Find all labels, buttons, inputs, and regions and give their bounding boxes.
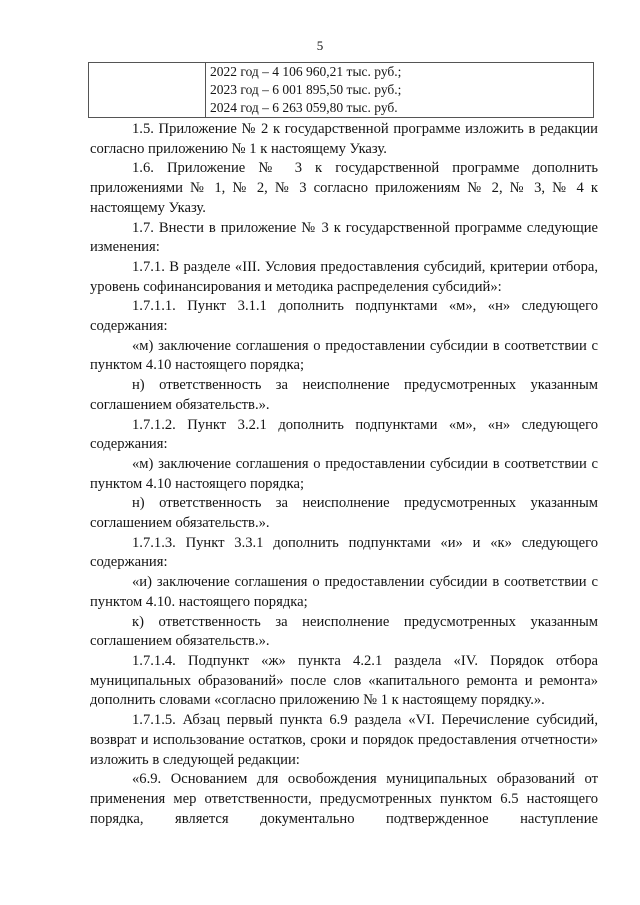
paragraph-6-9: «6.9. Основанием для освобождения муниципальных образований от применения мер ответственности, предусмотренных пунктом 6.5 настоящего порядка, является документально подтвержденное наступление [90, 771, 598, 827]
paragraph-1-7-1-1-m: «м) заключение соглашения о предоставлении субсидии в соответствии с пунктом 4.10 настоящего порядка; [90, 337, 598, 374]
paragraph-1-5: 1.5. Приложение № 2 к государственной программе изложить в редакции согласно приложению № 1 к настоящему Указу. [90, 121, 598, 157]
paragraph-1-7-1-3: 1.7.1.3. Пункт 3.3.1 дополнить подпунктами «и» и «к» следующего содержания: [90, 534, 598, 571]
paragraph-1-7-1-2: 1.7.1.2. Пункт 3.2.1 дополнить подпунктами «м», «н» следующего содержания: [90, 416, 598, 453]
funding-table-value-cell [206, 63, 594, 118]
document-body [90, 120, 598, 829]
paragraph-1-7-1-2-n: н) ответственность за неисполнение предусмотренных указанным соглашением обязательств.». [90, 495, 598, 532]
funding-table-label-cell [89, 63, 206, 118]
funding-table [88, 62, 594, 118]
paragraph-1-7: 1.7. Внести в приложение № 3 к государственной программе следующие изменения: [90, 219, 598, 256]
paragraph-1-7-1-3-k: к) ответственность за неисполнение предусмотренных указанным соглашением обязательств.». [90, 613, 598, 650]
paragraph-1-7-1-1: 1.7.1.1. Пункт 3.1.1 дополнить подпунктами «м», «н» следующего содержания: [90, 298, 598, 335]
funding-row-2024: 2024 год – 6 263 059,80 тыс. руб. [210, 100, 398, 115]
funding-row-2022: 2022 год – 4 106 960,21 тыс. руб.; [210, 64, 402, 79]
paragraph-1-7-1-3-i: «и) заключение соглашения о предоставлении субсидии в соответствии с пунктом 4.10. настоящего порядка; [90, 574, 598, 610]
page-number: 5 [316, 38, 324, 53]
funding-row-2023: 2023 год – 6 001 895,50 тыс. руб.; [210, 82, 402, 97]
paragraph-1-7-1-4: 1.7.1.4. Подпункт «ж» пункта 4.2.1 раздела «IV. Порядок отбора муниципальных образований» после слов «капитального ремонта и ремонта» дополнить словами «согласно приложению № 1 к настоящему порядку.». [90, 652, 598, 709]
paragraph-1-7-1-2-m: «м) заключение соглашения о предоставлении субсидии в соответствии с пунктом 4.10 настоящего порядка; [90, 455, 598, 492]
paragraph-1-7-1-1-n: н) ответственность за неисполнение предусмотренных указанным соглашением обязательств.». [90, 377, 598, 413]
paragraph-1-6: 1.6. Приложение № 3 к государственной программе дополнить приложениями № 1, № 2, № 3 согласно приложениям № 2, № 3, № 4 к настоящему Указу. [90, 160, 598, 216]
paragraph-1-7-1-5: 1.7.1.5. Абзац первый пункта 6.9 раздела «VI. Перечисление субсидий, возврат и использование остатков, сроки и порядок предоставления отчетности» изложить в следующей редакции: [90, 712, 598, 768]
paragraph-1-7-1: 1.7.1. В разделе «III. Условия предоставления субсидий, критерии отбора, уровень софинансирования и методика распределения субсидий»: [90, 258, 598, 295]
